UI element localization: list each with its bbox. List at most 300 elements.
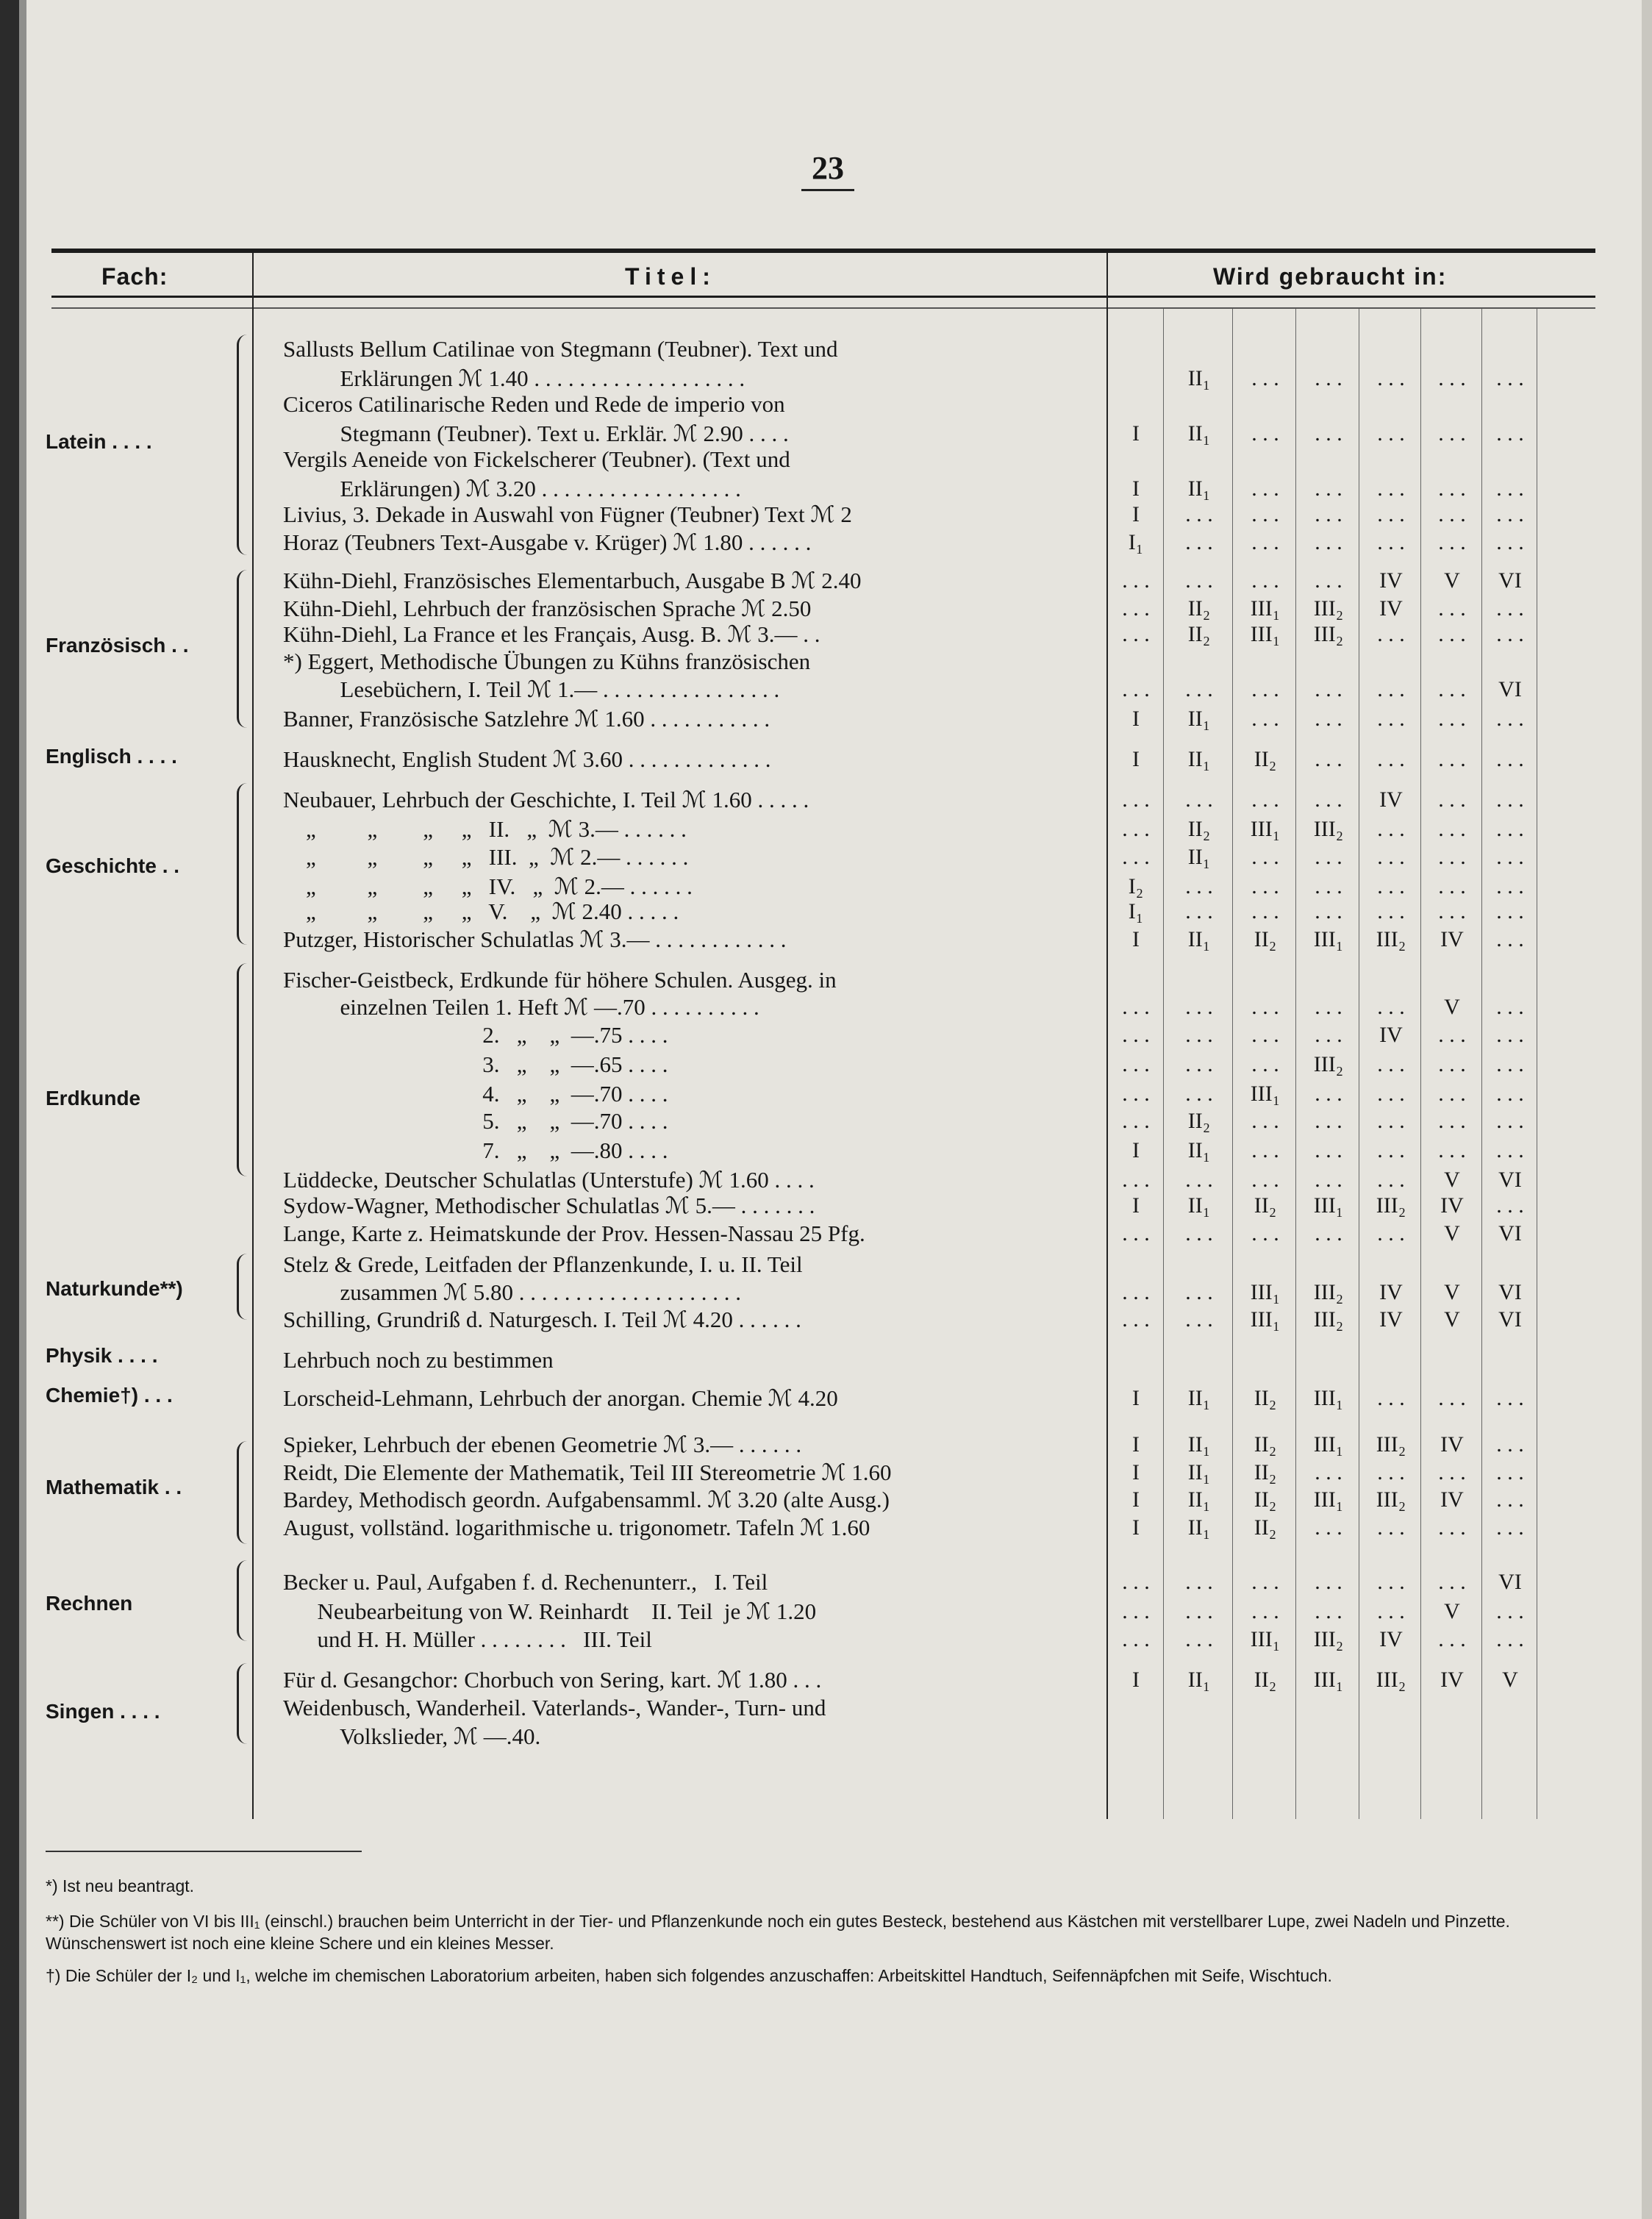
class-cell: V <box>1444 1599 1460 1623</box>
class-cell: . . . <box>1122 1168 1150 1192</box>
class-cell: . . . <box>1438 1460 1466 1484</box>
class-cell: . . . <box>1122 1052 1150 1076</box>
book-title-line: Kühn-Diehl, Lehrbuch der französischen Sprache ℳ 2.50 <box>283 596 812 621</box>
class-cell: II₂ <box>1187 596 1211 621</box>
class-cell: . . . <box>1185 1599 1213 1623</box>
class-cell: . . . <box>1438 874 1466 898</box>
class-cell: . . . <box>1496 1627 1524 1651</box>
class-cell: IV <box>1379 787 1403 812</box>
class-cell: . . . <box>1315 845 1342 869</box>
class-cell: III₁ <box>1313 1668 1344 1692</box>
column-line <box>1106 253 1108 1819</box>
class-cell: II₂ <box>1254 927 1277 951</box>
class-cell: III₁ <box>1250 1307 1281 1332</box>
class-cell: . . . <box>1377 1168 1405 1192</box>
class-cell: . . . <box>1377 845 1405 869</box>
class-cell: IV <box>1440 1432 1464 1457</box>
class-cell: II₂ <box>1254 1487 1277 1512</box>
class-cell: . . . <box>1496 1109 1524 1133</box>
book-title-line: „ „ „ „ IV. „ ℳ 2.— . . . . . . <box>283 873 693 899</box>
book-title-line: Lehrbuch noch zu bestimmen <box>283 1347 554 1373</box>
footnote-rule <box>46 1851 362 1852</box>
class-cell: IV <box>1379 596 1403 621</box>
class-cell: III₂ <box>1313 817 1344 841</box>
class-cell: II₂ <box>1254 1193 1277 1218</box>
class-cell: II₁ <box>1187 366 1211 390</box>
class-cell: . . . <box>1251 1052 1279 1076</box>
book-title-line: „ „ „ „ V. „ ℳ 2.40 . . . . . <box>283 898 679 924</box>
class-cell: . . . <box>1438 530 1466 554</box>
class-cell: . . . <box>1496 1460 1524 1484</box>
book-title-line: Weidenbusch, Wanderheil. Vaterlands-, Wander-, Turn- und <box>283 1695 826 1720</box>
class-cell: I <box>1132 476 1140 501</box>
class-cell: . . . <box>1438 1109 1466 1133</box>
book-title-line: 4. „ „ —.70 . . . . <box>283 1081 668 1107</box>
header-rule-thin <box>51 307 1595 309</box>
class-cell: . . . <box>1377 707 1405 731</box>
class-cell: III₁ <box>1250 1627 1281 1651</box>
class-cell: . . . <box>1251 568 1279 593</box>
book-title-line: Erklärungen) ℳ 3.20 . . . . . . . . . . . . . . . . . . <box>283 476 741 501</box>
class-cell: . . . <box>1185 899 1213 923</box>
book-title-line: August, vollständ. logarithmische u. trigonometr. Tafeln ℳ 1.60 <box>283 1515 870 1540</box>
class-cell: . . . <box>1122 1599 1150 1623</box>
class-cell: . . . <box>1251 677 1279 701</box>
book-title-line: Bardey, Methodisch geordn. Aufgabensamml. ℳ 3.20 (alte Ausg.) <box>283 1487 890 1512</box>
class-cell: . . . <box>1122 817 1150 841</box>
book-title-line: Kühn-Diehl, La France et les Français, Ausg. B. ℳ 3.— . . <box>283 621 820 647</box>
column-line <box>1163 309 1164 1819</box>
book-title-line: Reidt, Die Elemente der Mathematik, Teil III Stereometrie ℳ 1.60 <box>283 1459 892 1485</box>
class-cell: I <box>1132 927 1140 951</box>
footnote-3: †) Die Schüler der I₂ und I₁, welche im chemischen Laboratorium arbeiten, haben sich folgendes anzuschaffen: Arbeitskittel Handtuch, Seifennäpfchen mit Seife, Wischtuch. <box>46 1966 1332 1985</box>
class-cell: . . . <box>1251 995 1279 1019</box>
class-cell: . . . <box>1315 1221 1342 1246</box>
class-cell: . . . <box>1251 502 1279 526</box>
class-cell: . . . <box>1185 1023 1213 1047</box>
class-cell: V <box>1444 568 1460 593</box>
class-cell: . . . <box>1315 530 1342 554</box>
class-cell: . . . <box>1315 995 1342 1019</box>
book-title-line: Sydow-Wagner, Methodischer Schulatlas ℳ 5.— . . . . . . . <box>283 1193 815 1218</box>
class-cell: . . . <box>1438 421 1466 446</box>
book-title-line: Livius, 3. Dekade in Auswahl von Fügner (Teubner) Text ℳ 2 <box>283 501 852 527</box>
class-cell: . . . <box>1251 1109 1279 1133</box>
class-cell: II₁ <box>1187 1432 1211 1457</box>
class-cell: . . . <box>1496 707 1524 731</box>
class-cell: . . . <box>1122 1221 1150 1246</box>
class-cell: . . . <box>1122 1627 1150 1651</box>
class-cell: III₁ <box>1313 1386 1344 1410</box>
class-cell: . . . <box>1185 502 1213 526</box>
book-title-line: 2. „ „ —.75 . . . . <box>283 1022 668 1048</box>
class-cell: . . . <box>1122 677 1150 701</box>
class-cell: III₂ <box>1376 927 1406 951</box>
subject-singen: Singen . . . . <box>46 1700 160 1723</box>
class-cell: IV <box>1440 1193 1464 1218</box>
class-cell: . . . <box>1185 1627 1213 1651</box>
class-cell: II₁ <box>1187 1460 1211 1484</box>
class-cell: . . . <box>1315 502 1342 526</box>
class-cell: III₂ <box>1376 1193 1406 1218</box>
class-cell: . . . <box>1185 568 1213 593</box>
group-brace <box>237 1663 252 1744</box>
class-cell: . . . <box>1438 747 1466 771</box>
book-title-line: Sallusts Bellum Catilinae von Stegmann (Teubner). Text und <box>283 336 838 362</box>
class-cell: I <box>1132 1386 1140 1410</box>
book-title-line: Stelz & Grede, Leitfaden der Pflanzenkunde, I. u. II. Teil <box>283 1251 803 1277</box>
class-cell: . . . <box>1377 1052 1405 1076</box>
class-cell: III₂ <box>1376 1432 1406 1457</box>
class-cell: . . . <box>1251 1221 1279 1246</box>
class-cell: . . . <box>1496 502 1524 526</box>
page-number: 23 <box>801 151 854 191</box>
book-title-line: Lesebüchern, I. Teil ℳ 1.— . . . . . . . . . . . . . . . . <box>283 676 780 702</box>
book-title-line: Lange, Karte z. Heimatskunde der Prov. Hessen-Nassau 25 Pfg. <box>283 1221 865 1246</box>
class-cell: . . . <box>1251 476 1279 501</box>
class-cell: III₂ <box>1313 622 1344 646</box>
book-title-line: Hausknecht, English Student ℳ 3.60 . . . . . . . . . . . . . <box>283 746 771 772</box>
column-line <box>1420 309 1421 1819</box>
class-cell: . . . <box>1377 1460 1405 1484</box>
class-cell: III₁ <box>1250 1082 1281 1106</box>
book-title-line: und H. H. Müller . . . . . . . . III. Teil <box>283 1626 652 1652</box>
class-cell: II₁ <box>1187 476 1211 501</box>
group-brace <box>237 570 252 728</box>
class-cell: I <box>1132 707 1140 731</box>
class-cell: II₂ <box>1254 1386 1277 1410</box>
column-line <box>1481 309 1482 1819</box>
class-cell: II₁ <box>1187 927 1211 951</box>
book-title-line: 5. „ „ —.70 . . . . <box>283 1108 668 1134</box>
class-cell: . . . <box>1251 845 1279 869</box>
class-cell: . . . <box>1122 1280 1150 1304</box>
class-cell: . . . <box>1315 1082 1342 1106</box>
group-brace <box>237 963 252 1176</box>
class-cell: . . . <box>1122 1307 1150 1332</box>
group-brace <box>237 1441 252 1544</box>
class-cell: . . . <box>1185 1280 1213 1304</box>
class-cell: . . . <box>1438 1386 1466 1410</box>
class-cell: . . . <box>1251 874 1279 898</box>
class-cell: . . . <box>1496 1487 1524 1512</box>
class-cell: . . . <box>1438 1138 1466 1162</box>
class-cell: . . . <box>1251 366 1279 390</box>
class-cell: . . . <box>1377 817 1405 841</box>
class-cell: . . . <box>1315 874 1342 898</box>
book-title-line: Volkslieder, ℳ —.40. <box>283 1723 541 1749</box>
class-cell: VI <box>1498 677 1522 701</box>
class-cell: VI <box>1498 568 1522 593</box>
class-cell: . . . <box>1496 1193 1524 1218</box>
class-cell: III₁ <box>1313 1487 1344 1512</box>
class-cell: . . . <box>1377 1570 1405 1594</box>
class-cell: III₁ <box>1313 1193 1344 1218</box>
class-cell: . . . <box>1438 787 1466 812</box>
class-cell: . . . <box>1185 995 1213 1019</box>
class-cell: . . . <box>1315 1138 1342 1162</box>
class-cell: . . . <box>1315 1109 1342 1133</box>
group-brace <box>237 1560 252 1641</box>
class-cell: . . . <box>1122 596 1150 621</box>
class-cell: . . . <box>1185 874 1213 898</box>
subject-chemie: Chemie†) . . . <box>46 1384 173 1407</box>
class-cell: . . . <box>1377 1599 1405 1623</box>
class-cell: IV <box>1379 1023 1403 1047</box>
class-cell: . . . <box>1496 1023 1524 1047</box>
class-cell: II₂ <box>1254 1432 1277 1457</box>
class-cell: . . . <box>1315 1570 1342 1594</box>
class-cell: . . . <box>1315 787 1342 812</box>
class-cell: . . . <box>1496 747 1524 771</box>
class-cell: . . . <box>1251 1023 1279 1047</box>
class-cell: III₁ <box>1313 1432 1344 1457</box>
class-cell: IV <box>1440 927 1464 951</box>
class-cell: IV <box>1379 1627 1403 1651</box>
class-cell: . . . <box>1315 1023 1342 1047</box>
class-cell: . . . <box>1438 476 1466 501</box>
group-brace <box>237 1254 252 1320</box>
book-title-line: Ciceros Catilinarische Reden und Rede de imperio von <box>283 391 785 417</box>
class-cell: . . . <box>1251 1168 1279 1192</box>
class-cell: VI <box>1498 1570 1522 1594</box>
class-cell: . . . <box>1315 747 1342 771</box>
class-cell: V <box>1444 1280 1460 1304</box>
book-title-line: Kühn-Diehl, Französisches Elementarbuch, Ausgabe B ℳ 2.40 <box>283 568 862 593</box>
class-cell: . . . <box>1377 874 1405 898</box>
class-cell: III₂ <box>1376 1668 1406 1692</box>
column-line <box>252 253 254 1819</box>
class-cell: . . . <box>1185 1082 1213 1106</box>
class-cell: . . . <box>1251 787 1279 812</box>
class-cell: . . . <box>1496 845 1524 869</box>
class-cell: . . . <box>1377 899 1405 923</box>
column-line <box>1295 309 1296 1819</box>
class-cell: . . . <box>1496 995 1524 1019</box>
class-cell: II₁ <box>1187 747 1211 771</box>
class-cell: I <box>1132 1515 1140 1540</box>
class-cell: . . . <box>1496 1599 1524 1623</box>
class-cell: . . . <box>1251 707 1279 731</box>
class-cell: III₁ <box>1250 1280 1281 1304</box>
book-title-line: Fischer-Geistbeck, Erdkunde für höhere Schulen. Ausgeg. in <box>283 967 837 993</box>
class-cell: V <box>1444 1221 1460 1246</box>
class-cell: . . . <box>1438 1570 1466 1594</box>
class-cell: III₂ <box>1313 1627 1344 1651</box>
class-cell: . . . <box>1377 1138 1405 1162</box>
class-cell: . . . <box>1377 1109 1405 1133</box>
class-cell: III₁ <box>1250 596 1281 621</box>
header-used-in: Wird gebraucht in: <box>1213 263 1448 290</box>
class-cell: . . . <box>1315 366 1342 390</box>
class-cell: III₂ <box>1313 1280 1344 1304</box>
class-cell: . . . <box>1185 1168 1213 1192</box>
class-cell: . . . <box>1315 568 1342 593</box>
class-cell: . . . <box>1438 817 1466 841</box>
subject-geschichte: Geschichte . . <box>46 854 180 877</box>
class-cell: . . . <box>1315 476 1342 501</box>
class-cell: III₂ <box>1313 1052 1344 1076</box>
class-cell: I <box>1132 1460 1140 1484</box>
group-brace <box>237 783 252 945</box>
class-cell: . . . <box>1315 707 1342 731</box>
book-title-line: Becker u. Paul, Aufgaben f. d. Rechenunterr., I. Teil <box>283 1569 768 1595</box>
class-cell: . . . <box>1315 421 1342 446</box>
class-cell: . . . <box>1496 899 1524 923</box>
class-cell: . . . <box>1122 995 1150 1019</box>
book-title-line: Spieker, Lehrbuch der ebenen Geometrie ℳ 3.— . . . . . . <box>283 1432 802 1457</box>
class-cell: . . . <box>1185 1221 1213 1246</box>
class-cell: . . . <box>1438 707 1466 731</box>
class-cell: II₂ <box>1254 1515 1277 1540</box>
book-title-line: Putzger, Historischer Schulatlas ℳ 3.— . . . . . . . . . . . . <box>283 926 787 952</box>
class-cell: IV <box>1379 568 1403 593</box>
class-cell: . . . <box>1122 622 1150 646</box>
class-cell: II₁ <box>1187 1138 1211 1162</box>
subject-rechnen: Rechnen <box>46 1592 133 1615</box>
class-cell: . . . <box>1496 1082 1524 1106</box>
subject-franzoesisch: Französisch . . <box>46 634 189 657</box>
class-cell: II₁ <box>1187 1386 1211 1410</box>
class-cell: . . . <box>1438 596 1466 621</box>
class-cell: . . . <box>1377 622 1405 646</box>
class-cell: III₁ <box>1250 817 1281 841</box>
class-cell: . . . <box>1251 899 1279 923</box>
class-cell: . . . <box>1496 596 1524 621</box>
class-cell: . . . <box>1251 1570 1279 1594</box>
class-cell: II₁ <box>1187 1193 1211 1218</box>
class-cell: I₂ <box>1128 874 1144 898</box>
class-cell: IV <box>1440 1487 1464 1512</box>
book-title-line: Neubauer, Lehrbuch der Geschichte, I. Teil ℳ 1.60 . . . . . <box>283 787 809 812</box>
class-cell: . . . <box>1496 476 1524 501</box>
class-cell: . . . <box>1496 1515 1524 1540</box>
class-cell: . . . <box>1315 899 1342 923</box>
class-cell: . . . <box>1438 1515 1466 1540</box>
class-cell: . . . <box>1496 530 1524 554</box>
class-cell: I₁ <box>1128 530 1144 554</box>
class-cell: . . . <box>1122 1023 1150 1047</box>
subject-mathematik: Mathematik . . <box>46 1476 182 1498</box>
book-title-line: Banner, Französische Satzlehre ℳ 1.60 . . . . . . . . . . . <box>283 706 770 732</box>
class-cell: II₁ <box>1187 1487 1211 1512</box>
class-cell: . . . <box>1496 1052 1524 1076</box>
class-cell: . . . <box>1315 677 1342 701</box>
class-cell: . . . <box>1438 1082 1466 1106</box>
book-title-line: 7. „ „ —.80 . . . . <box>283 1137 668 1163</box>
class-cell: . . . <box>1185 1570 1213 1594</box>
class-cell: V <box>1444 1168 1460 1192</box>
class-cell: II₁ <box>1187 845 1211 869</box>
class-cell: . . . <box>1496 622 1524 646</box>
header-title: Titel: <box>625 263 716 290</box>
class-cell: IV <box>1440 1668 1464 1692</box>
class-cell: IV <box>1379 1307 1403 1332</box>
class-cell: . . . <box>1377 1515 1405 1540</box>
class-cell: I <box>1132 1432 1140 1457</box>
book-title-line: Schilling, Grundriß d. Naturgesch. I. Teil ℳ 4.20 . . . . . . <box>283 1307 801 1332</box>
class-cell: . . . <box>1496 874 1524 898</box>
class-cell: II₁ <box>1187 421 1211 446</box>
book-title-line: einzelnen Teilen 1. Heft ℳ —.70 . . . . . . . . . . <box>283 994 759 1020</box>
class-cell: I₁ <box>1128 899 1144 923</box>
class-cell: . . . <box>1377 366 1405 390</box>
footnote-1: *) Ist neu beantragt. <box>46 1876 195 1895</box>
class-cell: II₂ <box>1254 1668 1277 1692</box>
class-cell: . . . <box>1315 1168 1342 1192</box>
class-cell: III₁ <box>1250 622 1281 646</box>
class-cell: I <box>1132 421 1140 446</box>
book-title-line: Für d. Gesangchor: Chorbuch von Sering, kart. ℳ 1.80 . . . <box>283 1667 822 1693</box>
class-cell: . . . <box>1122 1109 1150 1133</box>
class-cell: III₂ <box>1376 1487 1406 1512</box>
class-cell: V <box>1444 995 1460 1019</box>
class-cell: II₂ <box>1254 747 1277 771</box>
subject-latein: Latein . . . . <box>46 430 152 453</box>
class-cell: . . . <box>1377 1082 1405 1106</box>
class-cell: . . . <box>1377 677 1405 701</box>
class-cell: II₁ <box>1187 707 1211 731</box>
book-title-line: zusammen ℳ 5.80 . . . . . . . . . . . . . . . . . . . . <box>283 1279 741 1305</box>
book-title-line: „ „ „ „ II. „ ℳ 3.— . . . . . . <box>283 816 687 842</box>
class-cell: I <box>1132 502 1140 526</box>
class-cell: II₁ <box>1187 1515 1211 1540</box>
book-title-line: Lorscheid-Lehmann, Lehrbuch der anorgan. Chemie ℳ 4.20 <box>283 1385 838 1411</box>
class-cell: I <box>1132 747 1140 771</box>
class-cell: . . . <box>1315 1599 1342 1623</box>
table-top-rule <box>51 249 1595 253</box>
header-rule <box>51 296 1595 298</box>
book-title-line: Erklärungen ℳ 1.40 . . . . . . . . . . . . . . . . . . . <box>283 365 745 391</box>
class-cell: VI <box>1498 1221 1522 1246</box>
class-cell: I <box>1132 1193 1140 1218</box>
class-cell: II₂ <box>1187 1109 1211 1133</box>
scan-edge-left <box>0 0 19 2219</box>
group-brace <box>237 335 252 555</box>
class-cell: . . . <box>1438 677 1466 701</box>
subject-erdkunde: Erdkunde <box>46 1087 141 1110</box>
scan-edge-right <box>1642 0 1652 2219</box>
class-cell: II₁ <box>1187 1668 1211 1692</box>
book-title-line: Horaz (Teubners Text-Ausgabe v. Krüger) ℳ 1.80 . . . . . . <box>283 529 812 555</box>
book-title-line: Lüddecke, Deutscher Schulatlas (Unterstufe) ℳ 1.60 . . . . <box>283 1167 815 1193</box>
class-cell: II₂ <box>1254 1460 1277 1484</box>
book-title-line: Neubearbeitung von W. Reinhardt II. Teil je ℳ 1.20 <box>283 1598 817 1624</box>
class-cell: . . . <box>1185 677 1213 701</box>
class-cell: . . . <box>1438 1627 1466 1651</box>
column-line <box>1232 309 1233 1819</box>
class-cell: . . . <box>1438 899 1466 923</box>
subject-physik: Physik . . . . <box>46 1344 158 1367</box>
book-title-line: 3. „ „ —.65 . . . . <box>283 1051 668 1077</box>
class-cell: I <box>1132 1138 1140 1162</box>
class-cell: . . . <box>1122 787 1150 812</box>
class-cell: I <box>1132 1668 1140 1692</box>
class-cell: . . . <box>1496 1138 1524 1162</box>
class-cell: . . . <box>1377 1386 1405 1410</box>
class-cell: . . . <box>1377 502 1405 526</box>
class-cell: V <box>1444 1307 1460 1332</box>
class-cell: . . . <box>1496 421 1524 446</box>
class-cell: III₂ <box>1313 1307 1344 1332</box>
class-cell: . . . <box>1377 421 1405 446</box>
class-cell: III₁ <box>1313 927 1344 951</box>
class-cell: . . . <box>1377 995 1405 1019</box>
class-cell: . . . <box>1377 530 1405 554</box>
class-cell: . . . <box>1251 530 1279 554</box>
header-subject: Fach: <box>101 263 168 290</box>
book-title-line: Vergils Aeneide von Fickelscherer (Teubner). (Text und <box>283 446 790 472</box>
